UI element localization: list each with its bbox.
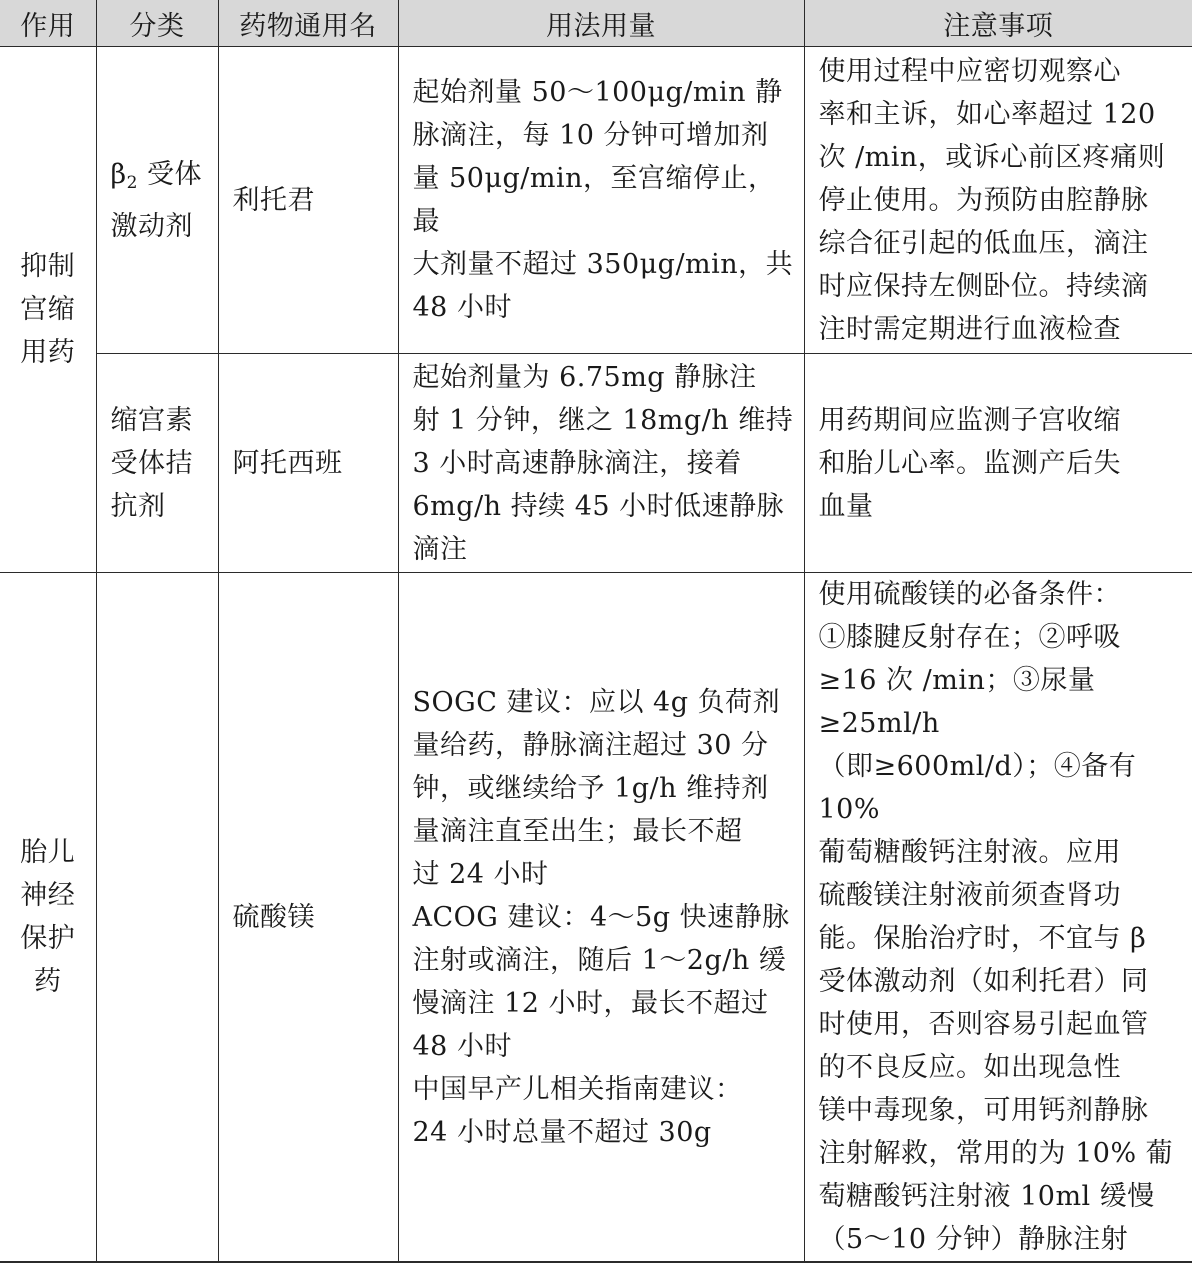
notes-cell (804, 47, 1192, 354)
drug-name-cell (218, 47, 398, 354)
header-category: 分类 (96, 0, 218, 47)
category-beta: β (111, 159, 127, 190)
category-beta-subscript: 2 (127, 173, 138, 193)
usage-cell (398, 354, 804, 573)
effect-text: 抑制 宫缩 用药 (0, 245, 96, 374)
drug-name-text: 硫酸镁 (219, 896, 398, 939)
effect-text: 胎儿 神经 保护 药 (0, 831, 96, 1003)
table-header-row (0, 0, 1192, 47)
drug-name-cell (218, 354, 398, 573)
category-cell (96, 354, 218, 573)
category-text: 缩宫素 受体拮 抗剂 (97, 399, 218, 528)
category-cell (96, 573, 218, 1263)
category-cell (96, 47, 218, 354)
drug-name-text: 利托君 (219, 179, 398, 222)
table-row (0, 573, 1192, 1263)
usage-text: SOGC 建议：应以 4g 负荷剂 量给药，静脉滴注超过 30 分 钟，或继续给予 1g/h 维持剂 量滴注直至出生；最长不超 过 24 小时 ACOG 建议：4～5g 快速静脉 注射或滴注，随后 1～2g/h 缓 慢滴注 12 小时，最长不超过 48 小时 中国早产儿相关指南建议： 24 小时总量不超过 30g (399, 681, 804, 1154)
notes-text: 使用硫酸镁的必备条件： ①膝腱反射存在；②呼吸 ≥16 次 /min；③尿量≥25ml/h （即≥600ml/d）；④备有 10% 葡萄糖酸钙注射液。应用 硫酸镁注射液前须查肾功 能。保胎治疗时，不宜与 β 受体激动剂（如利托君）同 时使用，否则容易引起血管 的不良反应。如出现急性 镁中毒现象，可用钙剂静脉 注射解救，常用的为 10% 葡 萄糖酸钙注射液 10ml 缓慢 （5～10 分钟）静脉注射 (805, 573, 1192, 1261)
header-notes: 注意事项 (804, 0, 1192, 47)
effect-cell (0, 573, 96, 1263)
notes-text: 使用过程中应密切观察心 率和主诉，如心率超过 120 次 /min，或诉心前区疼痛则 停止使用。为预防由腔静脉 综合征引起的低血压，滴注 时应保持左侧卧位。持续滴 注时需定期进行血液检查 (805, 50, 1192, 351)
usage-cell (398, 573, 804, 1263)
category-text (97, 153, 218, 248)
usage-cell (398, 47, 804, 354)
drug-name-text: 阿托西班 (219, 442, 398, 485)
notes-text: 用药期间应监测子宫收缩 和胎儿心率。监测产后失 血量 (805, 399, 1192, 528)
table-row (0, 47, 1192, 354)
header-effect: 作用 (0, 0, 96, 47)
usage-text: 起始剂量 50～100μg/min 静 脉滴注，每 10 分钟可增加剂 量 50μg/min，至宫缩停止，最 大剂量不超过 350μg/min，共 48 小时 (399, 71, 804, 329)
notes-cell (804, 354, 1192, 573)
effect-cell (0, 47, 96, 573)
drug-name-cell (218, 573, 398, 1263)
header-drug-name: 药物通用名 (218, 0, 398, 47)
usage-text: 起始剂量为 6.75mg 静脉注 射 1 分钟，继之 18mg/h 维持 3 小时高速静脉滴注，接着 6mg/h 持续 45 小时低速静脉 滴注 (399, 356, 804, 571)
category-rest: 受体 激动剂 (111, 159, 203, 242)
header-usage: 用法用量 (398, 0, 804, 47)
table-row (0, 354, 1192, 573)
notes-cell (804, 573, 1192, 1263)
